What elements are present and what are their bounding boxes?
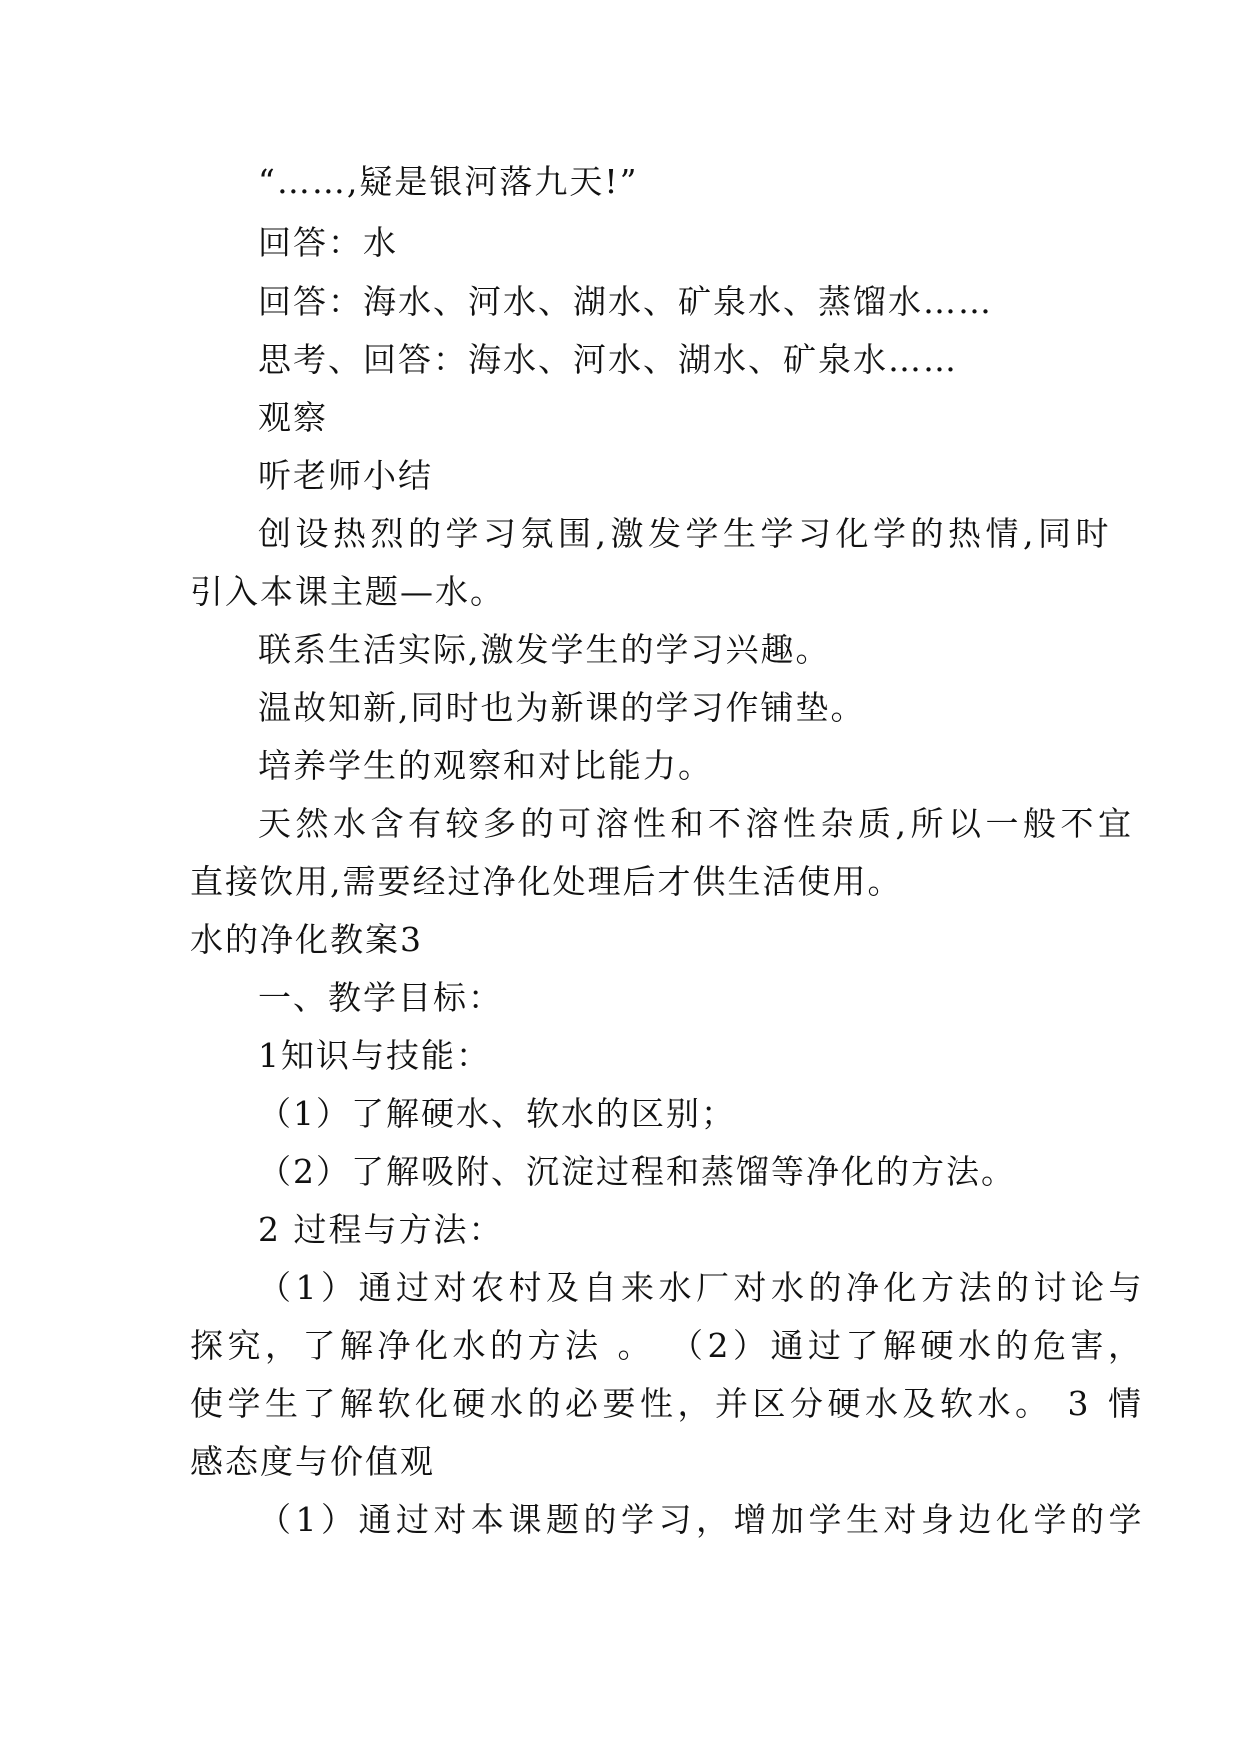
answer-line: 回答：海水、河水、湖水、矿泉水、蒸馏水…… bbox=[258, 282, 993, 321]
paragraph-line: 直接饮用,需要经过净化处理后才供生活使用。 bbox=[190, 862, 903, 901]
paragraph-line: 天然水含有较多的可溶性和不溶性杂质,所以一般不宜 bbox=[258, 804, 1136, 843]
observe-line: 观察 bbox=[258, 398, 328, 437]
objectives-heading: 一、教学目标： bbox=[258, 978, 503, 1017]
section-heading: 水的净化教案3 bbox=[190, 920, 423, 959]
subheading: 1知识与技能： bbox=[258, 1036, 491, 1075]
list-item: （1）了解硬水、软水的区别； bbox=[258, 1094, 736, 1133]
think-answer-line: 思考、回答：海水、河水、湖水、矿泉水…… bbox=[258, 340, 958, 379]
paragraph-line: 联系生活实际,激发学生的学习兴趣。 bbox=[258, 630, 831, 669]
paragraph-line: 探究，了解净化水的方法 。 （2）通过了解硬水的危害， bbox=[190, 1326, 1146, 1365]
paragraph-line: 温故知新,同时也为新课的学习作铺垫。 bbox=[258, 688, 866, 727]
list-item: （1）通过对本课题的学习，增加学生对身边化学的学 bbox=[258, 1500, 1146, 1539]
paragraph-line: 引入本课主题—水。 bbox=[190, 572, 505, 611]
list-item: （2）了解吸附、沉淀过程和蒸馏等净化的方法。 bbox=[258, 1152, 1016, 1191]
subheading: 2 过程与方法： bbox=[258, 1210, 504, 1249]
paragraph-line: 培养学生的观察和对比能力。 bbox=[258, 746, 713, 785]
summary-line: 听老师小结 bbox=[258, 456, 433, 495]
answer-line: 回答：水 bbox=[258, 223, 398, 262]
quote-line: “……,疑是银河落九天!” bbox=[258, 162, 639, 201]
paragraph-line: 创设热烈的学习氛围,激发学生学习化学的热情,同时 bbox=[258, 514, 1113, 553]
paragraph-line: 使学生了解软化硬水的必要性，并区分硬水及软水。 3 情 bbox=[190, 1384, 1146, 1423]
paragraph-line: 感态度与价值观 bbox=[190, 1442, 435, 1481]
list-item: （1）通过对农村及自来水厂对水的净化方法的讨论与 bbox=[258, 1268, 1146, 1307]
